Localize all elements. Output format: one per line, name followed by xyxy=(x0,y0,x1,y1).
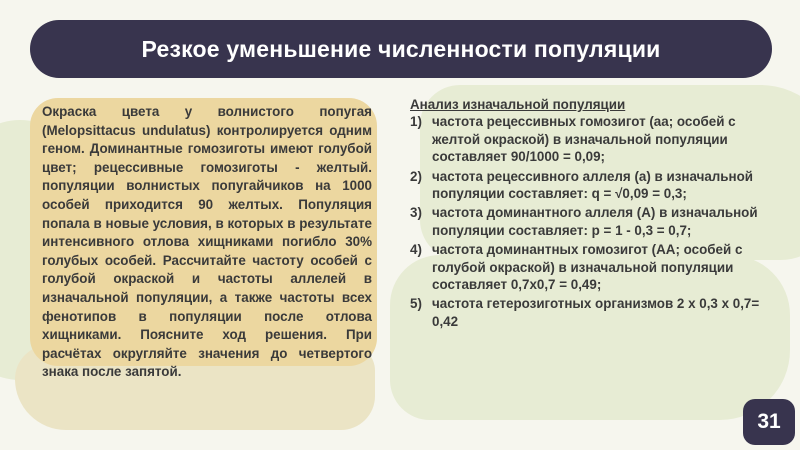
list-item xyxy=(410,241,775,293)
item-text: частота рецессивного аллеля (a) в изначальной популяции составляет: q = √0,09 = 0,3; xyxy=(432,168,754,202)
analysis-heading: Анализ изначальной популяции xyxy=(410,97,626,112)
item-number: 5) xyxy=(410,296,422,312)
item-number: 3) xyxy=(410,205,422,221)
list-item xyxy=(410,204,775,239)
list-item xyxy=(410,168,775,203)
title-bar xyxy=(30,20,772,78)
item-text: частота доминантного аллеля (A) в изначальной популяции составляет: p = 1 - 0,3 = 0,7; xyxy=(432,205,758,238)
list-item xyxy=(410,113,775,165)
list-item xyxy=(410,295,775,330)
page-number: 31 xyxy=(757,410,781,433)
page-number-badge xyxy=(743,399,795,445)
slide-title: Резкое уменьшение численности популяции xyxy=(141,35,661,62)
task-text: Окраска цвета у волнистого попугая (Melopsittacus undulatus) контролируется одним геном. Доминантные гомозиготы имеют голубой цвет; рецессивные гомозиготы - желтый. популяции волнистых попугайчиков на 1000 особей приходится 90 желтых. Популяция попала в новые условия, в которых в результате интенсивного отлова хищниками погибло 30% голубых особей. Рассчитайте частоту особей с голубой окраской и частоты аллелей в изначальной популяции, а также частоты всех фенотипов в популяции после отлова хищниками. Поясните ход решения. При расчётах округляйте значения до четвертого знака после запятой. xyxy=(42,104,372,380)
item-text: частота доминантных гомозигот (AA; особей с голубой окраской) в изначальной популяции составляет 0,7x0,7 = 0,49; xyxy=(432,242,743,293)
analysis-list xyxy=(410,113,775,330)
item-number: 1) xyxy=(410,114,422,130)
item-text: частота гетерозиготных организмов 2 x 0,3 x 0,7= 0,42 xyxy=(432,296,760,329)
item-number: 4) xyxy=(410,242,422,258)
analysis-section xyxy=(410,96,775,332)
item-number: 2) xyxy=(410,168,422,184)
item-text: частота рецессивных гомозигот (aa; особей с желтой окраской) в изначальной популяции составляет 90/1000 = 0,09; xyxy=(432,114,736,165)
